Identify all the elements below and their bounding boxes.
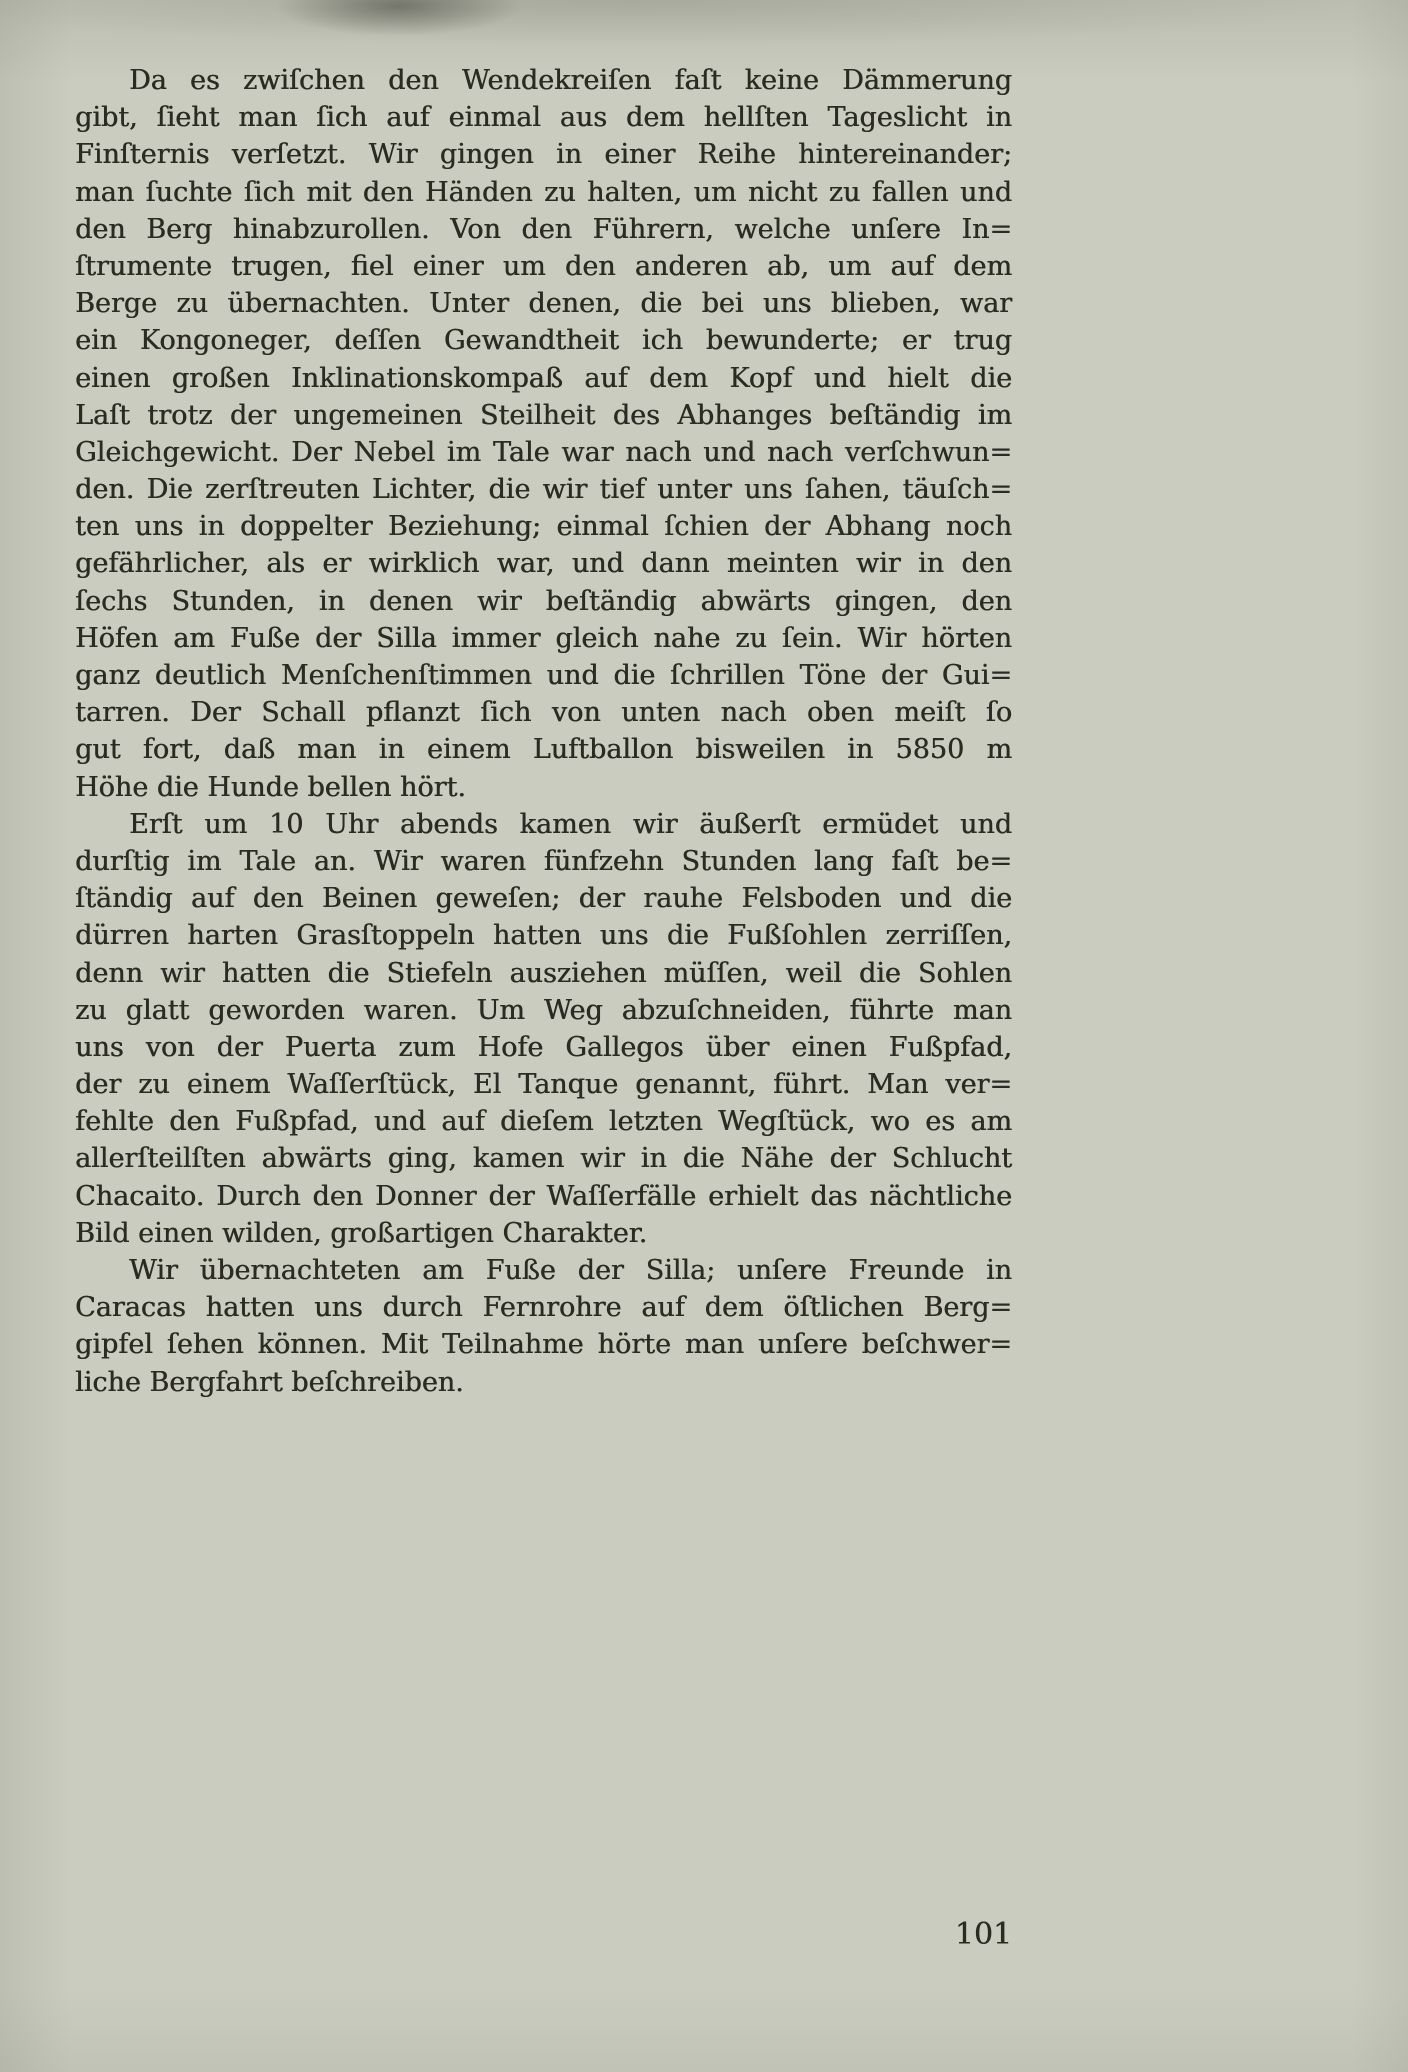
text-line: allerſteilſten abwärts ging, kamen wir in die Nähe der Schlucht	[75, 1143, 1012, 1175]
text-line: denn wir hatten die Stiefeln ausziehen müſſen, weil die Sohlen	[75, 957, 1012, 989]
text-line: Laſt trotz der ungemeinen Steilheit des Abhanges beſtändig im	[75, 399, 1012, 431]
text-line: zu glatt geworden waren. Um Weg abzuſchneiden, führte man	[75, 994, 1012, 1026]
text-line: gipfel ſehen können. Mit Teilnahme hörte man unſere beſchwer=	[75, 1329, 1012, 1361]
text-line: Erſt um 10 Uhr abends kamen wir äußerſt ermüdet und	[129, 808, 1012, 840]
page-number: 101	[954, 1917, 1012, 1952]
text-line: ten uns in doppelter Beziehung; einmal ſchien der Abhang noch	[75, 511, 1012, 543]
text-line: Bild einen wilden, großartigen Charakter.	[75, 1217, 648, 1249]
text-line: Höhe die Hunde bellen hört.	[75, 771, 466, 803]
text-line: Wir übernachteten am Fuße der Silla; unſere Freunde in	[129, 1255, 1012, 1286]
text-line: durſtig im Tale an. Wir waren fünfzehn Stunden lang faſt be=	[75, 845, 1012, 877]
text-line: ein Kongoneger, deſſen Gewandtheit ich bewunderte; er trug	[75, 325, 1012, 357]
page-text	[75, 62, 1012, 1401]
text-line: Caracas hatten uns durch Fernrohre auf dem öſtlichen Berg=	[75, 1292, 1012, 1324]
text-line: Gleichgewicht. Der Nebel im Tale war nach und nach verſchwun=	[75, 436, 1012, 468]
text-line: Chacaito. Durch den Donner der Waſſerfälle erhielt das nächtliche	[75, 1180, 1012, 1212]
text-line: dürren harten Grasſtoppeln hatten uns die Fußſohlen zerriſſen,	[75, 920, 1012, 952]
text-line: uns von der Puerta zum Hofe Gallegos über einen Fußpfad,	[75, 1031, 1012, 1063]
paragraph	[75, 806, 1012, 1252]
text-line: Berge zu übernachten. Unter denen, die bei uns blieben, war	[75, 288, 1012, 320]
text-line: gibt, ſieht man ſich auf einmal aus dem hellſten Tageslicht in	[75, 102, 1012, 134]
text-line: der zu einem Waſſerſtück, El Tanque genannt, führt. Man ver=	[75, 1069, 1012, 1101]
text-line: gefährlicher, als er wirklich war, und dann meinten wir in den	[75, 548, 1012, 580]
text-line: ſtändig auf den Beinen geweſen; der rauhe Felsboden und die	[75, 883, 1012, 915]
text-line: fehlte den Fußpfad, und auf dieſem letzten Wegſtück, wo es am	[75, 1106, 1012, 1138]
text-line: Finſternis verſetzt. Wir gingen in einer Reihe hintereinander;	[75, 139, 1012, 171]
text-line: liche Bergfahrt beſchreiben.	[75, 1366, 464, 1398]
text-line: gut fort, daß man in einem Luftballon bisweilen in 5850 m	[75, 734, 1012, 766]
text-line: ſechs Stunden, in denen wir beſtändig abwärts gingen, den	[75, 585, 1012, 617]
text-line: Da es zwiſchen den Wendekreiſen faſt keine Dämmerung	[129, 65, 1012, 96]
paragraph	[75, 1252, 1012, 1401]
text-line: ſtrumente trugen, fiel einer um den anderen ab, um auf dem	[75, 250, 1012, 282]
text-line: Höfen am Fuße der Silla immer gleich nahe zu ſein. Wir hörten	[75, 622, 1012, 654]
text-line: den Berg hinabzurollen. Von den Führern, welche unſere In=	[75, 213, 1012, 245]
text-line: einen großen Inklinationskompaß auf dem Kopf und hielt die	[75, 362, 1012, 394]
text-line: tarren. Der Schall pflanzt ſich von unten nach oben meiſt ſo	[75, 697, 1012, 729]
text-line: ganz deutlich Menſchenſtimmen und die ſchrillen Töne der Gui=	[75, 660, 1012, 691]
text-line: den. Die zerſtreuten Lichter, die wir tief unter uns ſahen, täuſch=	[75, 474, 1012, 506]
text-line: man ſuchte ſich mit den Händen zu halten, um nicht zu fallen und	[75, 176, 1012, 208]
paragraph	[75, 62, 1012, 806]
